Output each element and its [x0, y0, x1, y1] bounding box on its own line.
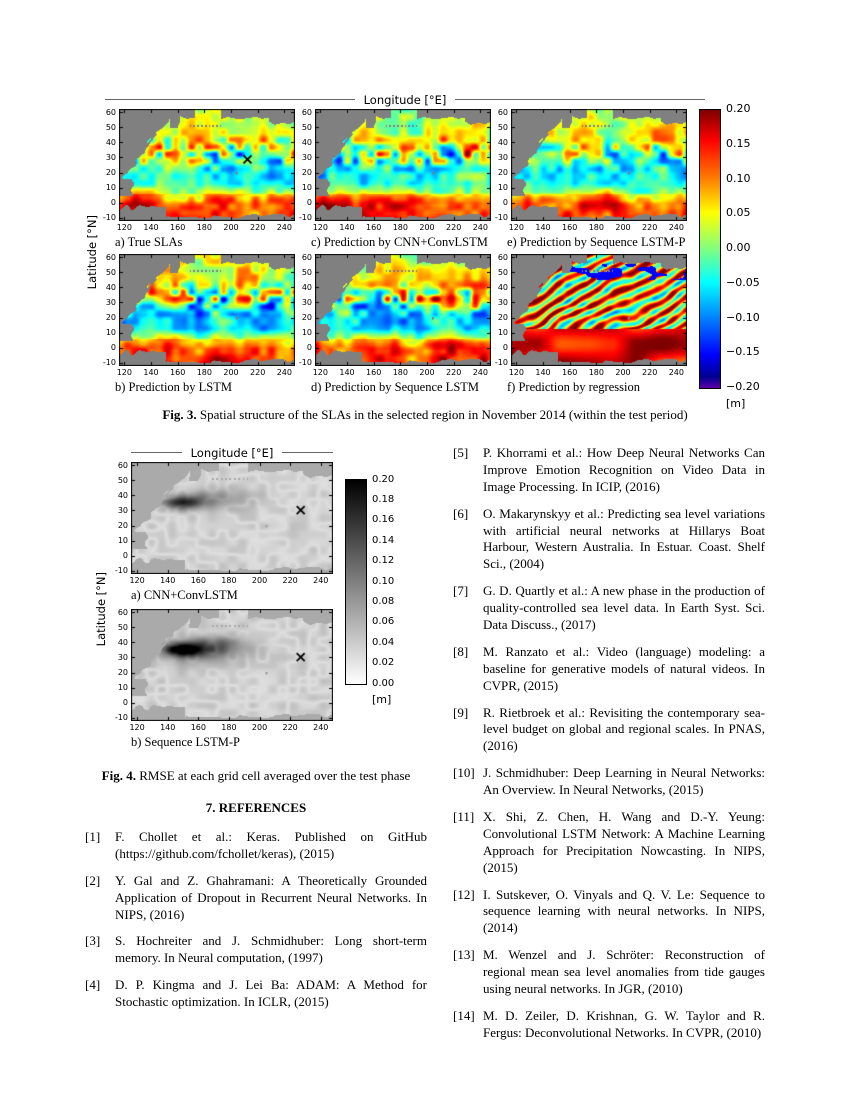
x-tick-label: 240 — [313, 576, 329, 585]
x-tick-label: 160 — [190, 576, 206, 585]
y-tick-label: 60 — [497, 107, 508, 117]
y-tick-label: 50 — [301, 267, 312, 277]
y-tick-label: 20 — [497, 168, 508, 178]
reference-item-6 — [453, 506, 765, 574]
reference-item-7 — [453, 583, 765, 634]
reference-text: M. Ranzato et al.: Video (language) modeling: a baseline for generative models of natural videos. In CVPR, (2015) — [483, 643, 765, 693]
x-tick-label: 120 — [508, 368, 524, 377]
y-tick-label: 50 — [301, 122, 312, 132]
sla-map-canvas-e — [511, 109, 687, 221]
y-tick-label: 0 — [502, 198, 508, 208]
colorbar-tick-label: −0.20 — [726, 380, 760, 393]
fig3-panel-b — [99, 254, 295, 395]
rmse-map-canvas-a — [131, 462, 333, 574]
reference-number: [2] — [85, 872, 101, 888]
y-tick-label: 20 — [301, 313, 312, 323]
panel-caption-e: e) Prediction by Sequence LSTM-P — [507, 235, 686, 249]
y-tick-label: 0 — [122, 698, 128, 708]
y-tick-label: 0 — [306, 343, 312, 353]
x-tick-label: 180 — [588, 368, 604, 377]
y-tick-label: 60 — [497, 252, 508, 262]
fig3-latitude-label: Latitude [°N] — [85, 214, 99, 290]
y-tick-label: 40 — [117, 637, 128, 647]
y-tick-label: 60 — [117, 460, 128, 470]
x-tick-label: 180 — [196, 223, 212, 232]
sla-map-canvas-a — [119, 109, 295, 221]
x-tick-label: 200 — [251, 723, 268, 732]
colorbar-tick-label: −0.10 — [726, 310, 760, 324]
fig4-panel-stack — [109, 462, 355, 756]
reference-item-13 — [453, 947, 765, 998]
x-tick-label: 160 — [366, 368, 382, 377]
y-tick-label: -10 — [494, 358, 508, 368]
x-tick-label: 120 — [312, 223, 328, 232]
x-tick-label: 140 — [535, 368, 551, 377]
x-tick-label: 160 — [366, 223, 382, 232]
reference-number: [13] — [453, 947, 475, 963]
panel-caption-b: b) Sequence LSTM-P — [131, 735, 241, 749]
y-tick-label: 10 — [117, 536, 128, 546]
y-tick-label: 50 — [117, 475, 128, 485]
y-tick-label: 60 — [301, 252, 312, 262]
y-tick-label: 40 — [497, 282, 508, 292]
y-tick-label: 20 — [105, 313, 116, 323]
y-tick-label: 0 — [306, 198, 312, 208]
reference-item-11 — [453, 809, 765, 877]
map-plot-area — [295, 109, 491, 235]
y-tick-label: 60 — [117, 607, 128, 617]
reference-number: [10] — [453, 765, 475, 781]
y-tick-label: 50 — [117, 622, 128, 632]
reference-text: O. Makarynskyy et al.: Predicting sea level variations with artificial neural networks at Hillarys Boat Harbour, Western Australia. In Estuar. Coast. Shelf Sci., (2004) — [483, 505, 765, 572]
sla-map-canvas-f — [511, 254, 687, 366]
x-tick-label: 200 — [615, 223, 631, 232]
reference-item-4 — [85, 977, 427, 1011]
x-tick-label: 240 — [668, 368, 684, 377]
reference-text: J. Schmidhuber: Deep Learning in Neural Networks: An Overview. In Neural Networks, (2015) — [483, 765, 765, 798]
y-tick-label: 20 — [497, 313, 508, 323]
x-tick-label: 120 — [116, 223, 132, 232]
colorbar-tick-label: 0.05 — [726, 206, 751, 220]
fig3-longitude-label: Longitude [°E] — [363, 92, 447, 107]
fig4-top-axis — [131, 445, 333, 460]
rmse-plot-area — [109, 462, 333, 588]
map-plot-area — [295, 254, 491, 380]
y-tick-label: 0 — [110, 343, 116, 353]
reference-number: [14] — [453, 1007, 475, 1023]
reference-item-12 — [453, 887, 765, 938]
colorbar-unit-label: [m] — [372, 693, 392, 706]
fig3-left-axis — [85, 109, 99, 395]
panel-caption-a: a) True SLAs — [115, 235, 183, 249]
axis-line-right — [282, 452, 333, 453]
figure-4-caption — [85, 768, 427, 784]
y-tick-label: 50 — [105, 267, 116, 277]
y-tick-label: -10 — [298, 213, 312, 223]
x-tick-label: 240 — [276, 223, 292, 232]
reference-text: I. Sutskever, O. Vinyals and Q. V. Le: Sequence to sequence learning with neural networks. In NIPS, (2014) — [483, 886, 765, 936]
x-tick-label: 120 — [116, 368, 132, 377]
colorbar-tick-label: 0.20 — [726, 102, 751, 115]
fig4-colorbar — [345, 473, 421, 723]
colorbar-tick-label: 0.18 — [372, 493, 395, 505]
colorbar-tick-label: 0.14 — [372, 534, 395, 546]
reference-text: R. Rietbroek et al.: Revisiting the contemporary sea-level budget on global and regional scales. In PNAS, (2016) — [483, 704, 765, 754]
y-tick-label: 30 — [497, 297, 508, 307]
fig3-colorbar — [699, 102, 765, 410]
reference-text: F. Chollet et al.: Keras. Published on GitHub (https://github.com/fchollet/keras), (2015) — [115, 829, 427, 861]
y-tick-label: 60 — [105, 252, 116, 262]
colorbar-tick-label: 0.10 — [726, 171, 751, 185]
colorbar-tick-label: 0.00 — [726, 241, 751, 254]
references-left-list — [85, 829, 427, 1011]
y-tick-label: 10 — [301, 328, 312, 338]
colorbar-tick-label: 0.00 — [372, 677, 395, 689]
fig3-caption-label: Fig. 3. — [162, 407, 197, 422]
figure-4 — [93, 445, 423, 756]
y-tick-label: 40 — [301, 137, 312, 147]
fig4-panel-b — [109, 609, 355, 750]
fig3-panel-grid — [99, 109, 687, 395]
colorbar-tick-label: 0.12 — [372, 555, 395, 567]
x-tick-label: 200 — [615, 368, 631, 377]
x-tick-label: 120 — [312, 368, 328, 377]
x-tick-label: 180 — [221, 723, 237, 732]
y-tick-label: 30 — [301, 297, 312, 307]
axis-line-left — [105, 99, 355, 100]
left-column — [85, 445, 427, 1052]
figure-3-caption — [85, 407, 765, 423]
x-tick-label: 180 — [221, 576, 237, 585]
y-tick-label: 0 — [122, 551, 128, 561]
y-tick-label: 20 — [117, 521, 128, 531]
x-tick-label: 220 — [446, 368, 462, 377]
x-tick-label: 140 — [143, 223, 159, 232]
x-tick-label: 120 — [129, 576, 145, 585]
x-tick-label: 180 — [588, 223, 604, 232]
colorbar-tick-label: −0.15 — [726, 345, 760, 359]
panel-caption-b: b) Prediction by LSTM — [115, 380, 233, 394]
x-tick-label: 220 — [642, 368, 658, 377]
y-tick-label: 40 — [105, 137, 116, 147]
x-tick-label: 160 — [170, 223, 186, 232]
y-tick-label: -10 — [114, 713, 128, 723]
x-tick-label: 160 — [562, 223, 578, 232]
fig4-left-axis — [93, 462, 109, 756]
two-column-section — [85, 445, 765, 1052]
x-tick-label: 220 — [642, 223, 658, 232]
references-heading: 7. REFERENCES — [205, 800, 307, 815]
x-tick-label: 180 — [392, 223, 408, 232]
x-tick-label: 160 — [190, 723, 206, 732]
reference-text: X. Shi, Z. Chen, H. Wang and D.-Y. Yeung: Convolutional LSTM Network: A Machine Learning Approach for Precipitation Nowcasting. In NIPS, (2015) — [483, 809, 765, 875]
fig4-longitude-label: Longitude [°E] — [190, 445, 274, 460]
colorbar-tick-label: 0.08 — [372, 595, 395, 607]
colorbar-tick-label: 0.15 — [726, 136, 751, 150]
fig3-panel-a — [99, 109, 295, 250]
rmse-plot-area — [109, 609, 333, 735]
x-tick-label: 240 — [276, 368, 292, 377]
y-tick-label: 40 — [301, 282, 312, 292]
x-tick-label: 180 — [196, 368, 212, 377]
reference-text: G. D. Quartly et al.: A new phase in the production of quality-controlled sea level data. In Earth Syst. Sci. Data Discuss., (2017) — [483, 583, 765, 633]
x-tick-label: 200 — [419, 368, 435, 377]
fig3-panel-e — [491, 109, 687, 250]
x-tick-label: 240 — [668, 223, 684, 232]
reference-text: D. P. Kingma and J. Lei Ba: ADAM: A Method for Stochastic optimization. In ICLR, (2015) — [115, 977, 427, 1010]
panel-caption-a: a) CNN+ConvLSTM — [131, 588, 238, 602]
y-tick-label: 60 — [105, 107, 116, 117]
x-tick-label: 240 — [472, 223, 488, 232]
fig4-latitude-label: Latitude [°N] — [94, 571, 108, 647]
x-tick-label: 220 — [282, 576, 298, 585]
reference-number: [11] — [453, 809, 475, 825]
y-tick-label: -10 — [102, 358, 116, 368]
y-tick-label: -10 — [298, 358, 312, 368]
y-tick-label: 10 — [301, 183, 312, 193]
references-right-list — [453, 445, 765, 1042]
x-tick-label: 160 — [170, 368, 186, 377]
sla-map-canvas-c — [315, 109, 491, 221]
fig3-caption-text: Spatial structure of the SLAs in the selected region in November 2014 (within the test period) — [196, 407, 688, 422]
y-tick-label: -10 — [494, 213, 508, 223]
colorbar-tick-label: 0.20 — [372, 473, 395, 485]
x-tick-label: 200 — [223, 368, 239, 377]
axis-line-right — [455, 99, 705, 100]
colorbar-tick-label: 0.10 — [372, 575, 395, 587]
panel-caption-c: c) Prediction by CNN+ConvLSTM — [311, 235, 488, 249]
y-tick-label: 30 — [105, 297, 116, 307]
y-tick-label: 10 — [117, 683, 128, 693]
jet-colorbar-gradient — [699, 109, 721, 389]
reference-item-3 — [85, 933, 427, 967]
reference-text: M. Wenzel and J. Schröter: Reconstruction of regional mean sea level anomalies from tide gauges using neural networks. In JGR, (2010) — [483, 947, 765, 997]
y-tick-label: 40 — [117, 490, 128, 500]
y-tick-label: 20 — [301, 168, 312, 178]
y-tick-label: 0 — [110, 198, 116, 208]
x-tick-label: 140 — [160, 576, 176, 585]
y-tick-label: 40 — [105, 282, 116, 292]
y-tick-label: 50 — [497, 122, 508, 132]
reference-text: S. Hochreiter and J. Schmidhuber: Long short-term memory. In Neural computation, (1997) — [115, 933, 427, 966]
fig3-body — [85, 102, 765, 410]
x-tick-label: 200 — [419, 223, 435, 232]
map-plot-area — [491, 254, 687, 380]
y-tick-label: 50 — [497, 267, 508, 277]
x-tick-label: 220 — [250, 368, 266, 377]
y-tick-label: 0 — [502, 343, 508, 353]
reference-item-14 — [453, 1008, 765, 1042]
x-tick-label: 120 — [129, 723, 145, 732]
map-plot-area — [99, 254, 295, 380]
reference-number: [7] — [453, 583, 469, 599]
x-tick-label: 140 — [535, 223, 551, 232]
fig3-panel-c — [295, 109, 491, 250]
reference-item-5 — [453, 445, 765, 496]
x-tick-label: 180 — [392, 368, 408, 377]
reference-text: M. D. Zeiler, D. Krishnan, G. W. Taylor and R. Fergus: Deconvolutional Networks. In CVPR, (2010) — [483, 1007, 765, 1040]
rmse-map-canvas-b — [131, 609, 333, 721]
x-tick-label: 160 — [562, 368, 578, 377]
reference-item-9 — [453, 705, 765, 756]
x-tick-label: 240 — [472, 368, 488, 377]
x-tick-label: 140 — [160, 723, 176, 732]
reference-number: [12] — [453, 886, 475, 902]
y-tick-label: -10 — [102, 213, 116, 223]
reference-text: Y. Gal and Z. Ghahramani: A Theoretically Grounded Application of Dropout in Recurrent Neural Networks. In NIPS, (2016) — [115, 872, 427, 922]
colorbar-tick-label: 0.16 — [372, 514, 395, 526]
y-tick-label: 20 — [117, 668, 128, 678]
x-tick-label: 240 — [313, 723, 329, 732]
y-tick-label: 60 — [301, 107, 312, 117]
x-tick-label: 120 — [508, 223, 524, 232]
reference-item-2 — [85, 873, 427, 924]
y-tick-label: 10 — [497, 183, 508, 193]
sla-map-canvas-b — [119, 254, 295, 366]
reference-number: [1] — [85, 829, 101, 844]
colorbar-unit-label: [m] — [726, 397, 746, 410]
reference-item-10 — [453, 765, 765, 799]
sla-map-canvas-d — [315, 254, 491, 366]
x-tick-label: 220 — [282, 723, 298, 732]
y-tick-label: 40 — [497, 137, 508, 147]
y-tick-label: 10 — [105, 328, 116, 338]
x-tick-label: 140 — [339, 368, 355, 377]
colorbar-tick-label: −0.05 — [726, 275, 760, 289]
reference-text: P. Khorrami et al.: How Deep Neural Networks Can Improve Emotion Recognition on Video Data in Image Processing. In ICIP, (2016) — [483, 445, 765, 494]
y-tick-label: 10 — [105, 183, 116, 193]
panel-caption-d: d) Prediction by Sequence LSTM — [311, 380, 480, 394]
fig3-panel-f — [491, 254, 687, 395]
y-tick-label: -10 — [114, 566, 128, 576]
fig4-panel-a — [109, 462, 355, 603]
y-tick-label: 10 — [497, 328, 508, 338]
axis-line-left — [131, 452, 182, 453]
x-tick-label: 200 — [223, 223, 239, 232]
x-tick-label: 140 — [339, 223, 355, 232]
y-tick-label: 30 — [117, 652, 128, 662]
reference-item-1 — [85, 829, 427, 863]
reference-number: [9] — [453, 704, 469, 720]
gray-colorbar-gradient — [345, 479, 367, 685]
reference-number: [3] — [85, 933, 101, 949]
right-column — [453, 445, 765, 1052]
y-tick-label: 20 — [105, 168, 116, 178]
reference-number: [5] — [453, 445, 469, 460]
reference-number: [4] — [85, 977, 101, 993]
y-tick-label: 50 — [105, 122, 116, 132]
x-tick-label: 220 — [446, 223, 462, 232]
fig4-caption-label: Fig. 4. — [101, 768, 136, 783]
y-tick-label: 30 — [105, 152, 116, 162]
x-tick-label: 220 — [250, 223, 266, 232]
colorbar-tick-label: 0.02 — [372, 657, 395, 669]
map-plot-area — [491, 109, 687, 235]
reference-item-8 — [453, 644, 765, 695]
map-plot-area — [99, 109, 295, 235]
y-tick-label: 30 — [497, 152, 508, 162]
fig3-panel-d — [295, 254, 491, 395]
reference-number: [6] — [453, 505, 469, 521]
x-tick-label: 200 — [251, 576, 268, 585]
colorbar-tick-label: 0.04 — [372, 636, 395, 648]
x-tick-label: 140 — [143, 368, 159, 377]
colorbar-tick-label: 0.06 — [372, 616, 395, 628]
panel-caption-f: f) Prediction by regression — [507, 380, 640, 394]
reference-number: [8] — [453, 643, 469, 659]
figure-3 — [85, 92, 765, 423]
fig3-top-axis — [105, 92, 705, 107]
fig4-caption-text: RMSE at each grid cell averaged over the test phase — [135, 768, 411, 783]
y-tick-label: 30 — [117, 505, 128, 515]
y-tick-label: 30 — [301, 152, 312, 162]
